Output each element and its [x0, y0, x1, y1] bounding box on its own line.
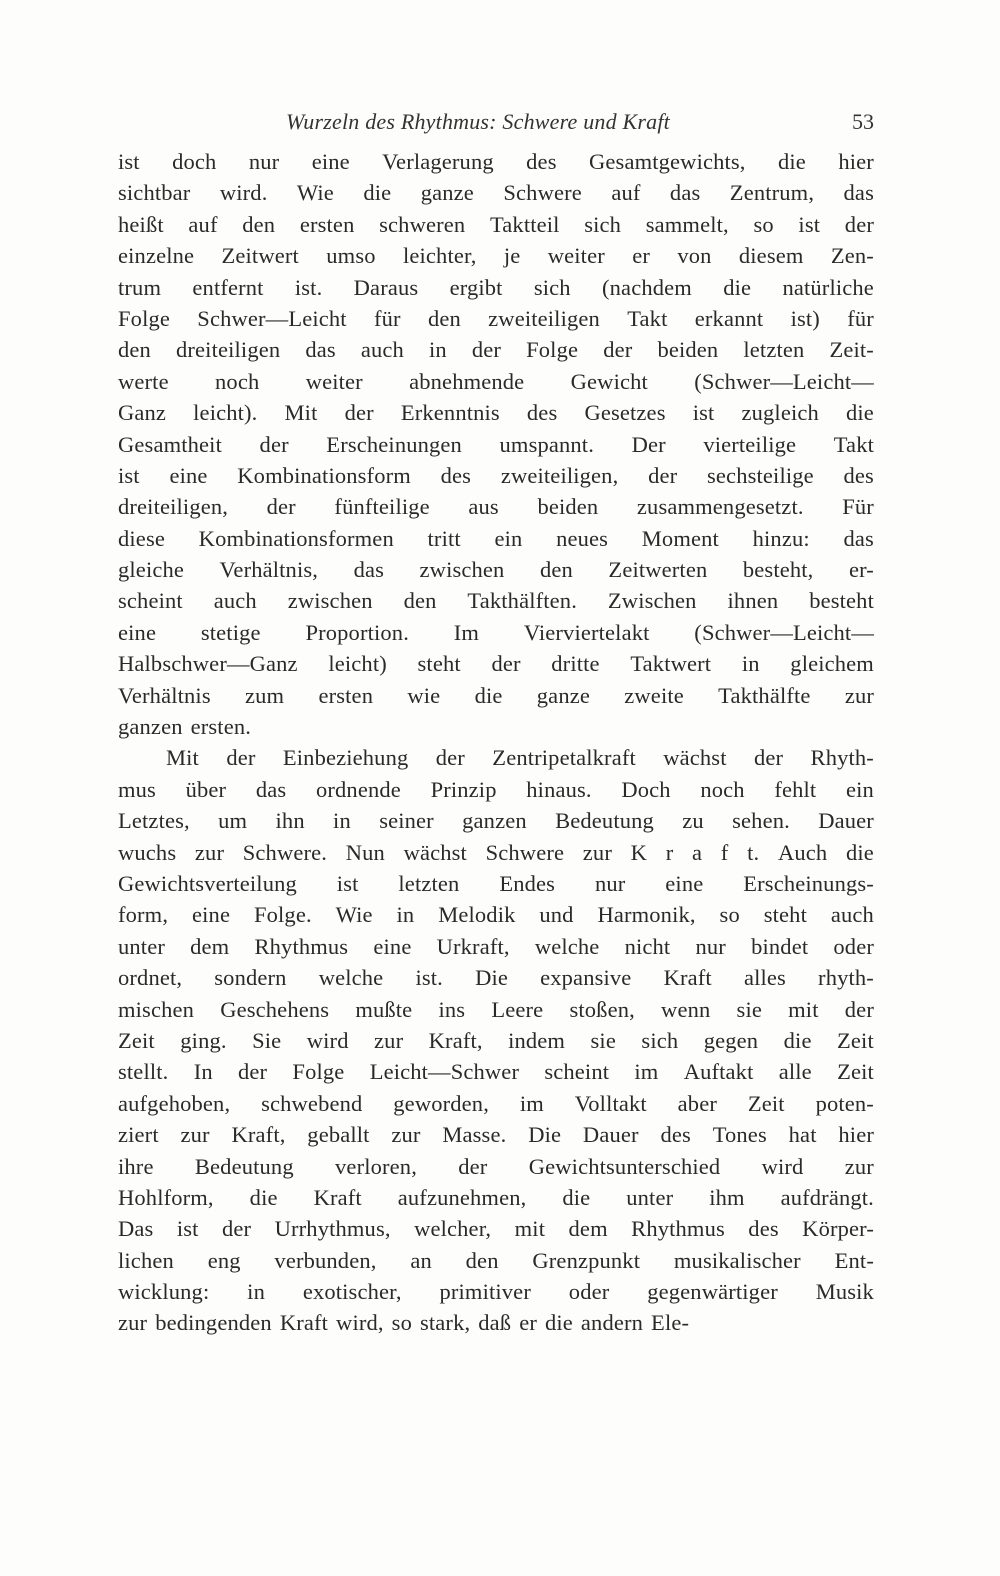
text-line: Mit der Einbeziehung der Zentripetalkraft wächst der Rhyth-: [166, 745, 874, 771]
text-line: ist eine Kombinationsform des zweiteiligen, der sechsteilige des: [118, 462, 874, 488]
text-line: scheint auch zwischen den Takthälften. Zwischen ihnen besteht: [118, 588, 874, 614]
text-line: Gewichtsverteilung ist letzten Endes nur eine Erscheinungs-: [118, 870, 874, 896]
text-line: dreiteiligen, der fünfteilige aus beiden zusammengesetzt. Für: [118, 494, 874, 520]
text-line: heißt auf den ersten schweren Taktteil sich sammelt, so ist der: [118, 211, 874, 237]
text-line: einzelne Zeitwert umso leichter, je weiter er von diesem Zen-: [118, 243, 874, 269]
text-line: eine stetige Proportion. Im Vierviertelakt (Schwer—Leicht—: [118, 619, 874, 645]
text-line: wicklung: in exotischer, primitiver oder gegenwärtiger Musik: [118, 1279, 874, 1305]
page-number: 53: [852, 109, 874, 134]
text-line: lichen eng verbunden, an den Grenzpunkt musikalischer Ent-: [118, 1247, 874, 1273]
text-line: Das ist der Urrhythmus, welcher, mit dem Rhythmus des Körper-: [118, 1216, 874, 1242]
text-line: ordnet, sondern welche ist. Die expansive Kraft alles rhyth-: [118, 965, 874, 991]
text-line: zur bedingenden Kraft wird, so stark, daß er die andern Ele-: [118, 1310, 690, 1336]
text-line: Halbschwer—Ganz leicht) steht der dritte Taktwert in gleichem: [118, 651, 874, 677]
running-head: [118, 104, 874, 140]
text-line: stellt. In der Folge Leicht—Schwer scheint im Auftakt alle Zeit: [118, 1059, 874, 1085]
text-line: Gesamtheit der Erscheinungen umspannt. Der vierteilige Takt: [118, 431, 874, 457]
text-line: Letztes, um ihn in seiner ganzen Bedeutung zu sehen. Dauer: [118, 808, 874, 834]
paragraph: [118, 146, 874, 742]
text-line: ist doch nur eine Verlagerung des Gesamtgewichts, die hier: [118, 149, 874, 174]
text-line: mus über das ordnende Prinzip hinaus. Doch noch fehlt ein: [118, 776, 874, 802]
text-line: ziert zur Kraft, geballt zur Masse. Die Dauer des Tones hat hier: [118, 1122, 874, 1148]
text-line: ihre Bedeutung verloren, der Gewichtsunterschied wird zur: [118, 1153, 874, 1179]
text-line: ganzen ersten.: [118, 714, 252, 740]
text-line: Zeit ging. Sie wird zur Kraft, indem sie sich gegen die Zeit: [118, 1027, 874, 1053]
text-line: diese Kombinationsformen tritt ein neues Moment hinzu: das: [118, 525, 874, 551]
body-text: [118, 146, 874, 1339]
text-line: trum entfernt ist. Daraus ergibt sich (nachdem die natürliche: [118, 274, 874, 300]
text-line: Hohlform, die Kraft aufzunehmen, die unter ihm aufdrängt.: [118, 1184, 874, 1210]
text-line: sichtbar wird. Wie die ganze Schwere auf das Zentrum, das: [118, 180, 874, 206]
text-line: wuchs zur Schwere. Nun wächst Schwere zur K r a f t. Auch die: [118, 839, 874, 865]
text-line: Verhältnis zum ersten wie die ganze zweite Takthälfte zur: [118, 682, 874, 708]
text-line: aufgehoben, schwebend geworden, im Volltakt aber Zeit poten-: [118, 1090, 874, 1116]
text-line: Folge Schwer—Leicht für den zweiteiligen Takt erkannt ist) für: [118, 305, 874, 331]
text-line: form, eine Folge. Wie in Melodik und Harmonik, so steht auch: [118, 902, 874, 928]
paragraph: [118, 742, 874, 1338]
text-line: den dreiteiligen das auch in der Folge der beiden letzten Zeit-: [118, 337, 874, 363]
text-line: gleiche Verhältnis, das zwischen den Zeitwerten besteht, er-: [118, 557, 874, 583]
running-title: Wurzeln des Rhythmus: Schwere und Kraft: [285, 109, 670, 134]
text-line: mischen Geschehens mußte ins Leere stoßen, wenn sie mit der: [118, 996, 874, 1022]
text-line: werte noch weiter abnehmende Gewicht (Schwer—Leicht—: [118, 368, 874, 394]
text-line: Ganz leicht). Mit der Erkenntnis des Gesetzes ist zugleich die: [118, 400, 874, 426]
text-line: unter dem Rhythmus eine Urkraft, welche nicht nur bindet oder: [118, 933, 874, 959]
